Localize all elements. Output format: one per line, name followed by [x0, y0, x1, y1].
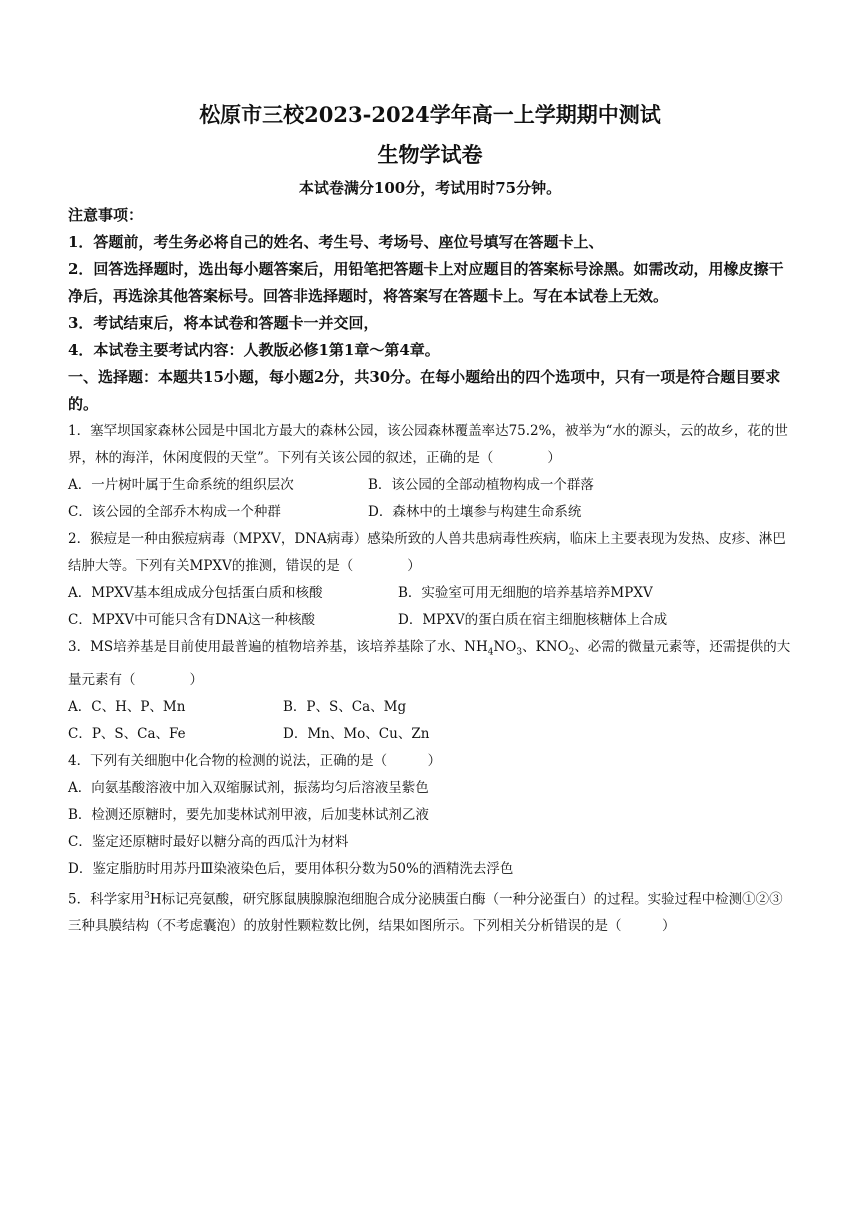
option-b: B．检测还原糖时，要先加斐林试剂甲液，后加斐林试剂乙液: [68, 806, 429, 823]
notes-block: [68, 202, 792, 364]
question-3: [68, 634, 792, 748]
option-d: D．鉴定脂肪时用苏丹Ⅲ染液染色后，要用体积分数为50%的酒精洗去浮色: [68, 860, 514, 877]
page-subtitle: 生物学试卷: [377, 142, 483, 167]
exam-meta: 本试卷满分100分，考试用时75分钟。: [298, 179, 562, 197]
stem-text: 3．MS培养基是目前使用最普遍的植物培养基，该培养基除了水、NH: [68, 639, 488, 655]
option-b: B．P、S、Ca、Mg: [283, 698, 407, 715]
question-stem: 4．下列有关细胞中化合物的检测的说法，正确的是（ ）: [68, 752, 442, 769]
question-stem: [68, 634, 792, 694]
subscript: 3: [516, 647, 523, 658]
note-item: 4．本试卷主要考试内容：人教版必修1第1章～第4章。: [68, 341, 440, 359]
options-row: [68, 580, 792, 607]
option-c: C．鉴定还原糖时最好以糖分高的西瓜汁为材料: [68, 833, 349, 850]
stem-text: 5．科学家用: [68, 891, 145, 908]
stem-text: 、必需的微量元素等，还需提供的大量元素有（ ）: [68, 639, 791, 688]
question-2: [68, 526, 792, 634]
options-row: [68, 499, 792, 526]
options-row: [68, 721, 792, 748]
superscript: 3: [144, 890, 150, 901]
option-c: C．P、S、Ca、Fe: [68, 725, 186, 742]
option-b: B．实验室可用无细胞的培养基培养MPXV: [398, 585, 653, 601]
note-item: 2．回答选择题时，选出每小题答案后，用铅笔把答题卡上对应题目的答案标号涂黑。如需改动，用橡皮擦干净后，再选涂其他答案标号。回答非选择题时，将答案写在答题卡上。写在本试卷上无效。: [68, 260, 784, 305]
subscript: 2: [568, 647, 575, 658]
option-c: C．MPXV中可能只含有DNA这一种核酸: [68, 612, 315, 628]
question-4: [68, 748, 792, 883]
question-stem: 1．塞罕坝国家森林公园是中国北方最大的森林公园，该公园森林覆盖率达75.2%，被举为“水的源头，云的故乡，花的世界，林的海洋，休闲度假的天堂”。下列有关该公园的叙述，正确的是（ ）: [68, 423, 788, 466]
note-item: 1．答题前，考生务必将自己的姓名、考生号、考场号、座位号填写在答题卡上、: [68, 233, 604, 251]
option-a: A．C、H、P、Mn: [68, 698, 186, 715]
options-row: [68, 472, 792, 499]
option-c: C．该公园的全部乔木构成一个种群: [68, 504, 281, 520]
option-d: D．Mn、Mo、Cu、Zn: [283, 725, 430, 742]
page-title: 松原市三校2023-2024学年高一上学期期中测试: [199, 102, 661, 127]
options-row: [68, 694, 792, 721]
options-row: [68, 607, 792, 634]
option-a: A．MPXV基本组成成分包括蛋白质和核酸: [68, 585, 323, 601]
stem-text: NO: [493, 639, 517, 655]
question-1: [68, 418, 792, 526]
question-stem: 2．猴痘是一种由猴痘病毒（MPXV，DNA病毒）感染所致的人兽共患病毒性疾病，临床上主要表现为发热、皮疹、淋巴结肿大等。下列有关MPXV的推测，错误的是（ ）: [68, 531, 786, 574]
exam-page: [68, 100, 792, 940]
stem-text: 、KNO: [522, 639, 569, 655]
question-5: [68, 883, 792, 941]
option-a: A．向氨基酸溶液中加入双缩脲试剂，振荡均匀后溶液呈紫色: [68, 779, 429, 796]
option-b: B．该公园的全部动植物构成一个群落: [368, 477, 594, 493]
option-a: A．一片树叶属于生命系统的组织层次: [68, 477, 294, 493]
subscript: 4: [487, 647, 494, 658]
stem-text: H标记亮氨酸，研究豚鼠胰腺腺泡细胞合成分泌胰蛋白酶（一种分泌蛋白）的过程。实验过程中检测①②③三种具膜结构（不考虑囊泡）的放射性颗粒数比例，结果如图所示。下列相关分析错误的是（ ）: [68, 891, 783, 935]
note-item: 3．考试结束后，将本试卷和答题卡一并交回，: [68, 314, 379, 332]
question-stem: [68, 883, 792, 941]
notes-title: 注意事项：: [68, 206, 144, 224]
option-d: D．森林中的土壤参与构建生命系统: [368, 504, 582, 520]
section-heading: 一、选择题：本题共15小题，每小题2分，共30分。在每小题给出的四个选项中，只有一项是符合题目要求的。: [68, 368, 781, 413]
option-d: D．MPXV的蛋白质在宿主细胞核糖体上合成: [398, 612, 668, 628]
